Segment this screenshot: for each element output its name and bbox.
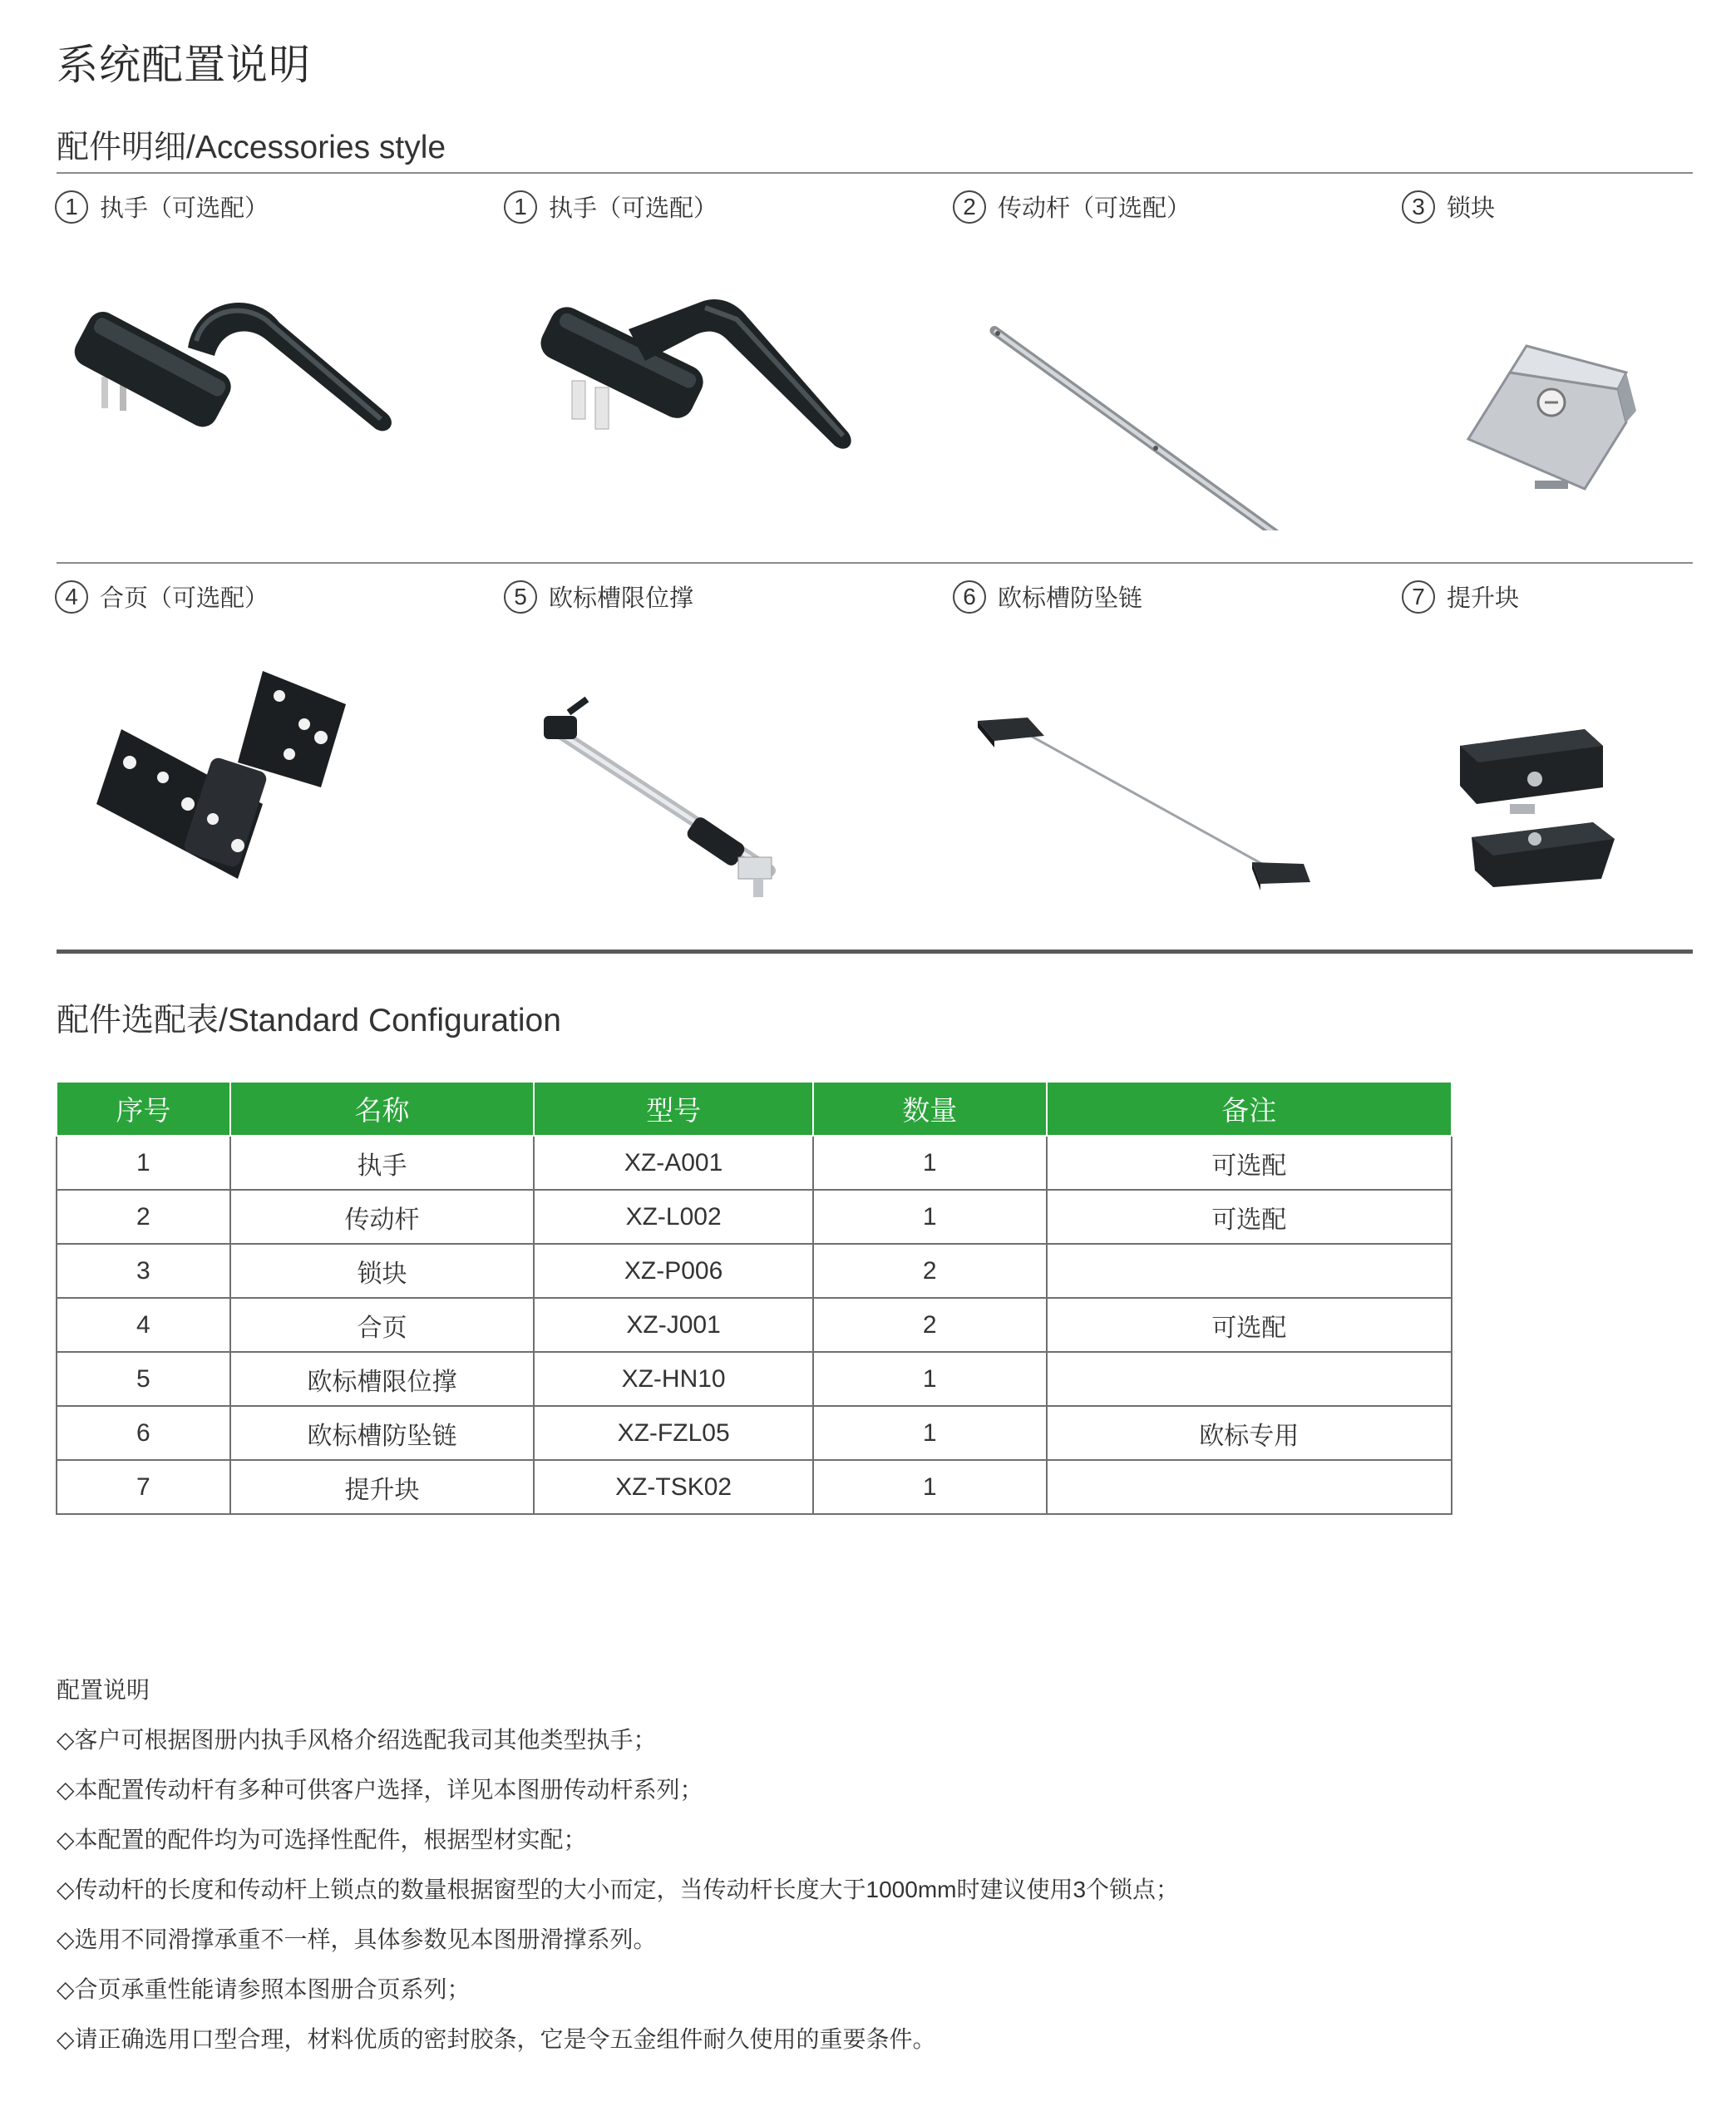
item-number: 2: [953, 190, 986, 224]
accessory-item-hinge: [55, 580, 504, 929]
item-label: 执手（可选配）: [549, 195, 718, 222]
accessory-item-lock-block: [1402, 190, 1736, 539]
table-cell: 5: [57, 1352, 230, 1406]
table-cell: [1047, 1460, 1452, 1514]
table-cell: 1: [57, 1136, 230, 1190]
table-row: [57, 1190, 1452, 1244]
item-label: 执手（可选配）: [100, 195, 269, 222]
table-cell: 提升块: [230, 1460, 535, 1514]
table-cell: 1: [813, 1406, 1047, 1460]
item-label: 欧标槽限位撑: [549, 585, 694, 612]
note-item: ◇传动杆的长度和传动杆上锁点的数量根据窗型的大小而定，当传动杆长度大于1000mm时建议使用3个锁点；: [57, 1877, 1180, 1902]
accessory-item-handle-2: [504, 190, 953, 539]
table-cell: 欧标槽限位撑: [230, 1352, 535, 1406]
table-row: [57, 1244, 1452, 1298]
table-cell: XZ-L002: [534, 1190, 813, 1244]
item-label: 传动杆（可选配）: [998, 195, 1191, 222]
configuration-notes: [57, 1674, 1179, 2073]
table-cell: 3: [57, 1244, 230, 1298]
note-item: ◇请正确选用口型合理，材料优质的密封胶条，它是令五金组件耐久使用的重要条件。: [57, 2026, 936, 2052]
item-number: 1: [55, 190, 88, 224]
lift-block-icon: [1418, 638, 1736, 920]
anti-fall-chain-icon: [969, 638, 1319, 920]
configuration-table: [56, 1083, 1452, 1515]
table-cell: 1: [813, 1190, 1047, 1244]
table-cell: XZ-FZL05: [534, 1406, 813, 1460]
item-label: 合页（可选配）: [100, 585, 269, 612]
transmission-rod-icon: [969, 248, 1319, 530]
table-cell: 7: [57, 1460, 230, 1514]
table-cell: 合页: [230, 1298, 535, 1352]
table-cell: 2: [813, 1298, 1047, 1352]
item-label: 欧标槽防坠链: [998, 585, 1143, 612]
note-item: ◇本配置的配件均为可选择性配件，根据型材实配；: [57, 1827, 587, 1852]
column-header: 序号: [57, 1083, 230, 1136]
table-cell: [1047, 1352, 1452, 1406]
item-number: 7: [1402, 580, 1435, 614]
item-label: 锁块: [1447, 195, 1496, 222]
item-number: 3: [1402, 190, 1435, 224]
configuration-section-title: 配件选配表/Standard Configuration: [57, 1003, 561, 1038]
table-cell: 执手: [230, 1136, 535, 1190]
table-cell: XZ-A001: [534, 1136, 813, 1190]
table-cell: 2: [813, 1244, 1047, 1298]
table-cell: 传动杆: [230, 1190, 535, 1244]
accessories-section-title: 配件明细/Accessories style: [57, 130, 446, 165]
hinge-icon: [72, 638, 421, 920]
table-cell: XZ-HN10: [534, 1352, 813, 1406]
column-header: 备注: [1047, 1083, 1452, 1136]
handle-icon: [520, 248, 870, 530]
divider: [57, 172, 1693, 174]
table-cell: 1: [813, 1136, 1047, 1190]
accessory-item-anti-fall-chain: [953, 580, 1402, 929]
table-cell: 可选配: [1047, 1298, 1452, 1352]
table-row: [57, 1460, 1452, 1514]
table-cell: 1: [813, 1352, 1047, 1406]
note-item: ◇客户可根据图册内执手风格介绍选配我司其他类型执手；: [57, 1727, 657, 1753]
note-item: ◇合页承重性能请参照本图册合页系列；: [57, 1976, 471, 2002]
table-cell: 4: [57, 1298, 230, 1352]
table-row: [57, 1298, 1452, 1352]
table-row: [57, 1352, 1452, 1406]
accessory-item-transmission-rod: [953, 190, 1402, 539]
table-cell: 欧标专用: [1047, 1406, 1452, 1460]
item-number: 5: [504, 580, 537, 614]
divider: [57, 562, 1693, 564]
item-number: 6: [953, 580, 986, 614]
table-row: [57, 1136, 1452, 1190]
table-cell: 可选配: [1047, 1136, 1452, 1190]
column-header: 数量: [813, 1083, 1047, 1136]
item-label: 提升块: [1447, 585, 1520, 612]
limit-stay-icon: [520, 638, 870, 920]
section-divider: [57, 950, 1693, 954]
table-cell: XZ-J001: [534, 1298, 813, 1352]
lock-block-icon: [1418, 248, 1736, 530]
accessory-item-handle-1: [55, 190, 504, 539]
table-cell: 可选配: [1047, 1190, 1452, 1244]
item-number: 1: [504, 190, 537, 224]
accessory-item-limit-stay: [504, 580, 953, 929]
table-cell: 1: [813, 1460, 1047, 1514]
note-item: ◇本配置传动杆有多种可供客户选择，详见本图册传动杆系列；: [57, 1777, 703, 1803]
notes-title: 配置说明: [57, 1677, 150, 1703]
table-cell: 欧标槽防坠链: [230, 1406, 535, 1460]
table-row: [57, 1406, 1452, 1460]
item-number: 4: [55, 580, 88, 614]
accessory-item-lift-block: [1402, 580, 1736, 929]
column-header: 型号: [534, 1083, 813, 1136]
table-cell: XZ-P006: [534, 1244, 813, 1298]
table-cell: [1047, 1244, 1452, 1298]
column-header: 名称: [230, 1083, 535, 1136]
table-cell: 2: [57, 1190, 230, 1244]
handle-icon: [72, 248, 421, 530]
table-cell: 6: [57, 1406, 230, 1460]
page-title: 系统配置说明: [57, 42, 311, 88]
table-header-row: [57, 1083, 1452, 1136]
table-cell: XZ-TSK02: [534, 1460, 813, 1514]
note-item: ◇选用不同滑撑承重不一样，具体参数见本图册滑撑系列。: [57, 1926, 657, 1952]
table-cell: 锁块: [230, 1244, 535, 1298]
